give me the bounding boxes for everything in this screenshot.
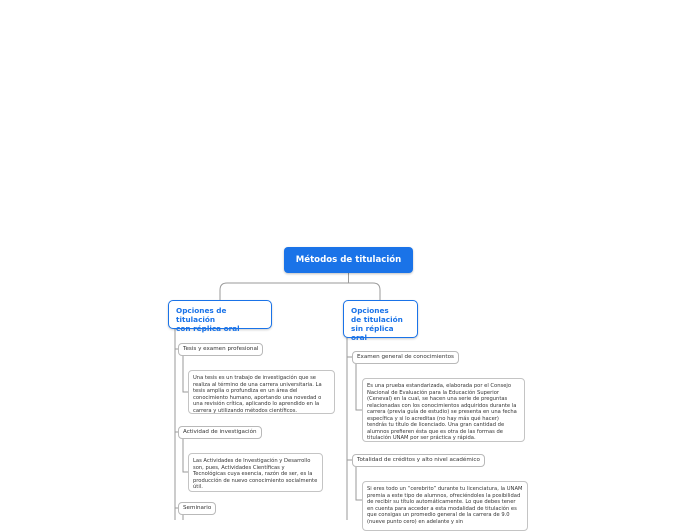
note-totalidad-creditos: Si eres todo un “cerebrito” durante tu licenciatura, la UNAM premia a este tipo de alumnos, ofreciéndoles la posibilidad de recibir su título automáticamente. Lo que debes tener en cuenta para acceder a esta modalidad de titulación es que consigas un promedio general de la carrera de 9.0 (nueve punto cero) en adelante y sin (362, 481, 528, 531)
connector-root-branches (220, 273, 380, 300)
topic-totalidad-creditos[interactable]: Totalidad de créditos y alto nivel académico (352, 454, 485, 467)
topic-examen-general[interactable]: Examen general de conocimientos (352, 351, 459, 364)
topic-tesis[interactable]: Tesis y examen profesional (178, 343, 263, 356)
note-tesis: Una tesis es un trabajo de investigación que se realiza al término de una carrera universitaria. La tesis amplía o profundiza en un área del conocimiento humano, aportando una novedad o una revisión crítica, aplicando lo aprendido en la carrera y utilizando métodos científicos. (188, 370, 335, 414)
topic-actividad-investigacion[interactable]: Actividad de investigación (178, 426, 262, 439)
branch-con-replica-oral[interactable]: Opciones de titulación con réplica oral (168, 300, 272, 329)
note-actividad-investigacion: Las Actividades de Investigación y Desarrollo son, pues, Actividades Científicas y Tecnológicas cuya esencia, razón de ser, es la producción de nuevo conocimiento socialmente útil. (188, 453, 323, 492)
note-examen-general: Es una prueba estandarizada, elaborada por el Consejo Nacional de Evaluación para la Educación Superior (Ceneval) en la cual, se hacen una serie de preguntas relacionadas con los conocimientos adquiridos durante la carrera (previa guía de estudio) se presenta en una fecha específica y si lo acreditas (no hay más qué hacer) tendrás tu título de licenciado. Una gran cantidad de alumnos prefieren ésta que es otra de las formas de titulación UNAM por ser práctica y rápida. (362, 378, 525, 442)
branch-sin-replica-oral[interactable]: Opciones de titulación sin réplica oral (343, 300, 418, 338)
topic-seminario[interactable]: Seminario (178, 502, 216, 515)
root-node[interactable]: Métodos de titulación (284, 247, 413, 273)
